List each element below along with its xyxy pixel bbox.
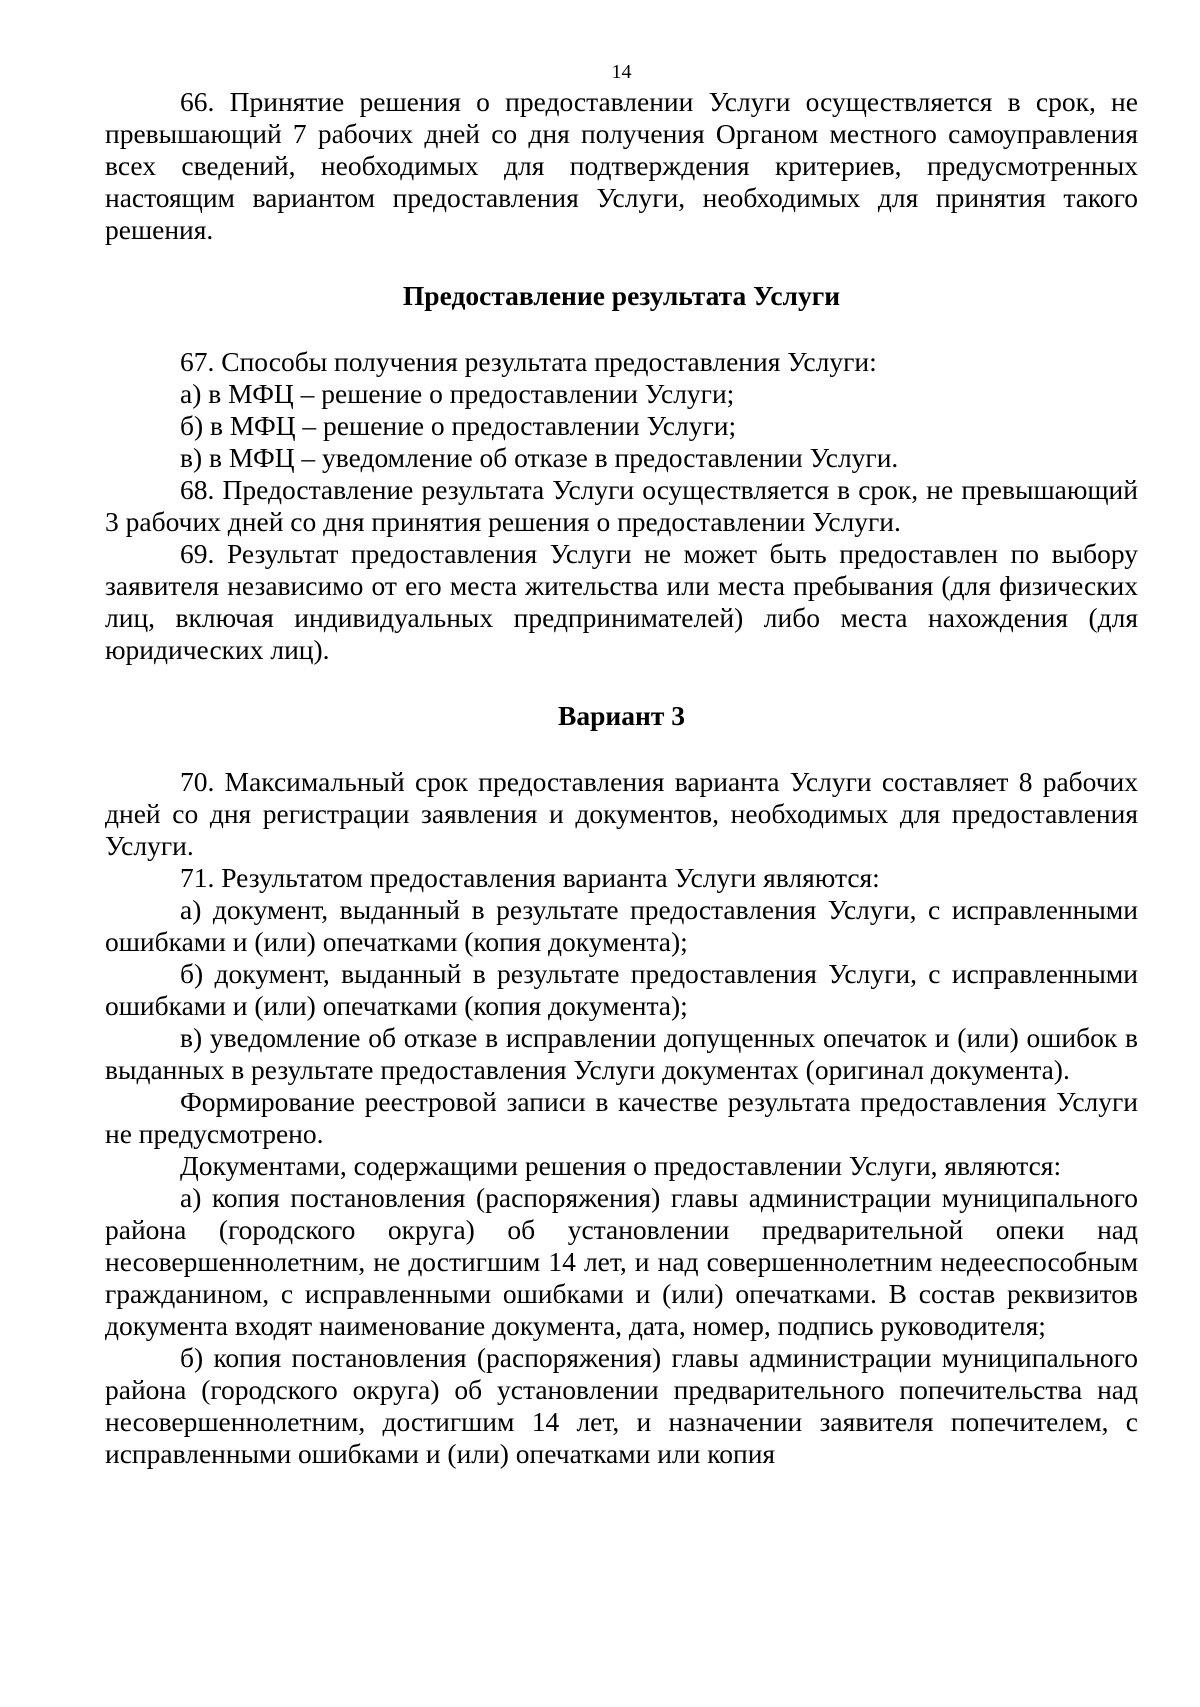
paragraph-documents-b: б) копия постановления (распоряжения) главы администрации муниципального района (городского округа) об установлении предварительного попечительства над несовершеннолетним, достигшим 14 лет, и назначении заявителя попечителем, с исправленными ошибками и (или) опечатками или копия [105,1342,1138,1469]
paragraph-71-a: а) документ, выданный в результате предоставления Услуги, с исправленными ошибками и (или) опечатками (копия документа); [105,894,1138,957]
paragraph-69: 69. Результат предоставления Услуги не может быть предоставлен по выбору заявителя независимо от его места жительства или места пребывания (для физических лиц, включая индивидуальных предпринимателей) либо места нахождения (для юридических лиц). [105,538,1138,665]
paragraph-70: 70. Максимальный срок предоставления варианта Услуги составляет 8 рабочих дней со дня регистрации заявления и документов, необходимых для предоставления Услуги. [105,766,1138,861]
paragraph-71: 71. Результатом предоставления варианта Услуги являются: [180,862,880,893]
paragraph-68: 68. Предоставление результата Услуги осуществляется в срок, не превышающий 3 рабочих дней со дня принятия решения о предоставлении Услуги. [105,474,1138,537]
paragraph-67-c: в) в МФЦ – уведомление об отказе в предоставлении Услуги. [180,442,899,473]
section-heading-variant-3: Вариант 3 [558,700,685,731]
paragraph-documents: Документами, содержащими решения о предоставлении Услуги, являются: [180,1150,1062,1181]
page-number: 14 [611,61,632,83]
paragraph-67-a: а) в МФЦ – решение о предоставлении Услуги; [180,378,735,409]
paragraph-71-c: в) уведомление об отказе в исправлении допущенных опечаток и (или) ошибок в выданных в результате предоставления Услуги документах (оригинал документа). [105,1022,1138,1085]
paragraph-67-b: б) в МФЦ – решение о предоставлении Услуги; [180,410,737,441]
paragraph-71-b: б) документ, выданный в результате предоставления Услуги, с исправленными ошибками и (или) опечатками (копия документа); [105,958,1138,1021]
paragraph-registry: Формирование реестровой записи в качестве результата предоставления Услуги не предусмотрено. [105,1086,1138,1149]
paragraph-66: 66. Принятие решения о предоставлении Услуги осуществляется в срок, не превышающий 7 рабочих дней со дня получения Органом местного самоуправления всех сведений, необходимых для подтверждения критериев, предусмотренных настоящим вариантом предоставления Услуги, необходимых для принятия такого решения. [105,86,1138,245]
paragraph-67: 67. Способы получения результата предоставления Услуги: [180,346,877,377]
section-heading-result: Предоставление результата Услуги [402,280,841,311]
paragraph-documents-a: а) копия постановления (распоряжения) главы администрации муниципального района (городского округа) об установлении предварительной опеки над несовершеннолетним, не достигшим 14 лет, и над совершеннолетним недееспособным гражданином, с исправленными ошибками и (или) опечатками. В состав реквизитов документа входят наименование документа, дата, номер, подпись руководителя; [105,1182,1138,1341]
